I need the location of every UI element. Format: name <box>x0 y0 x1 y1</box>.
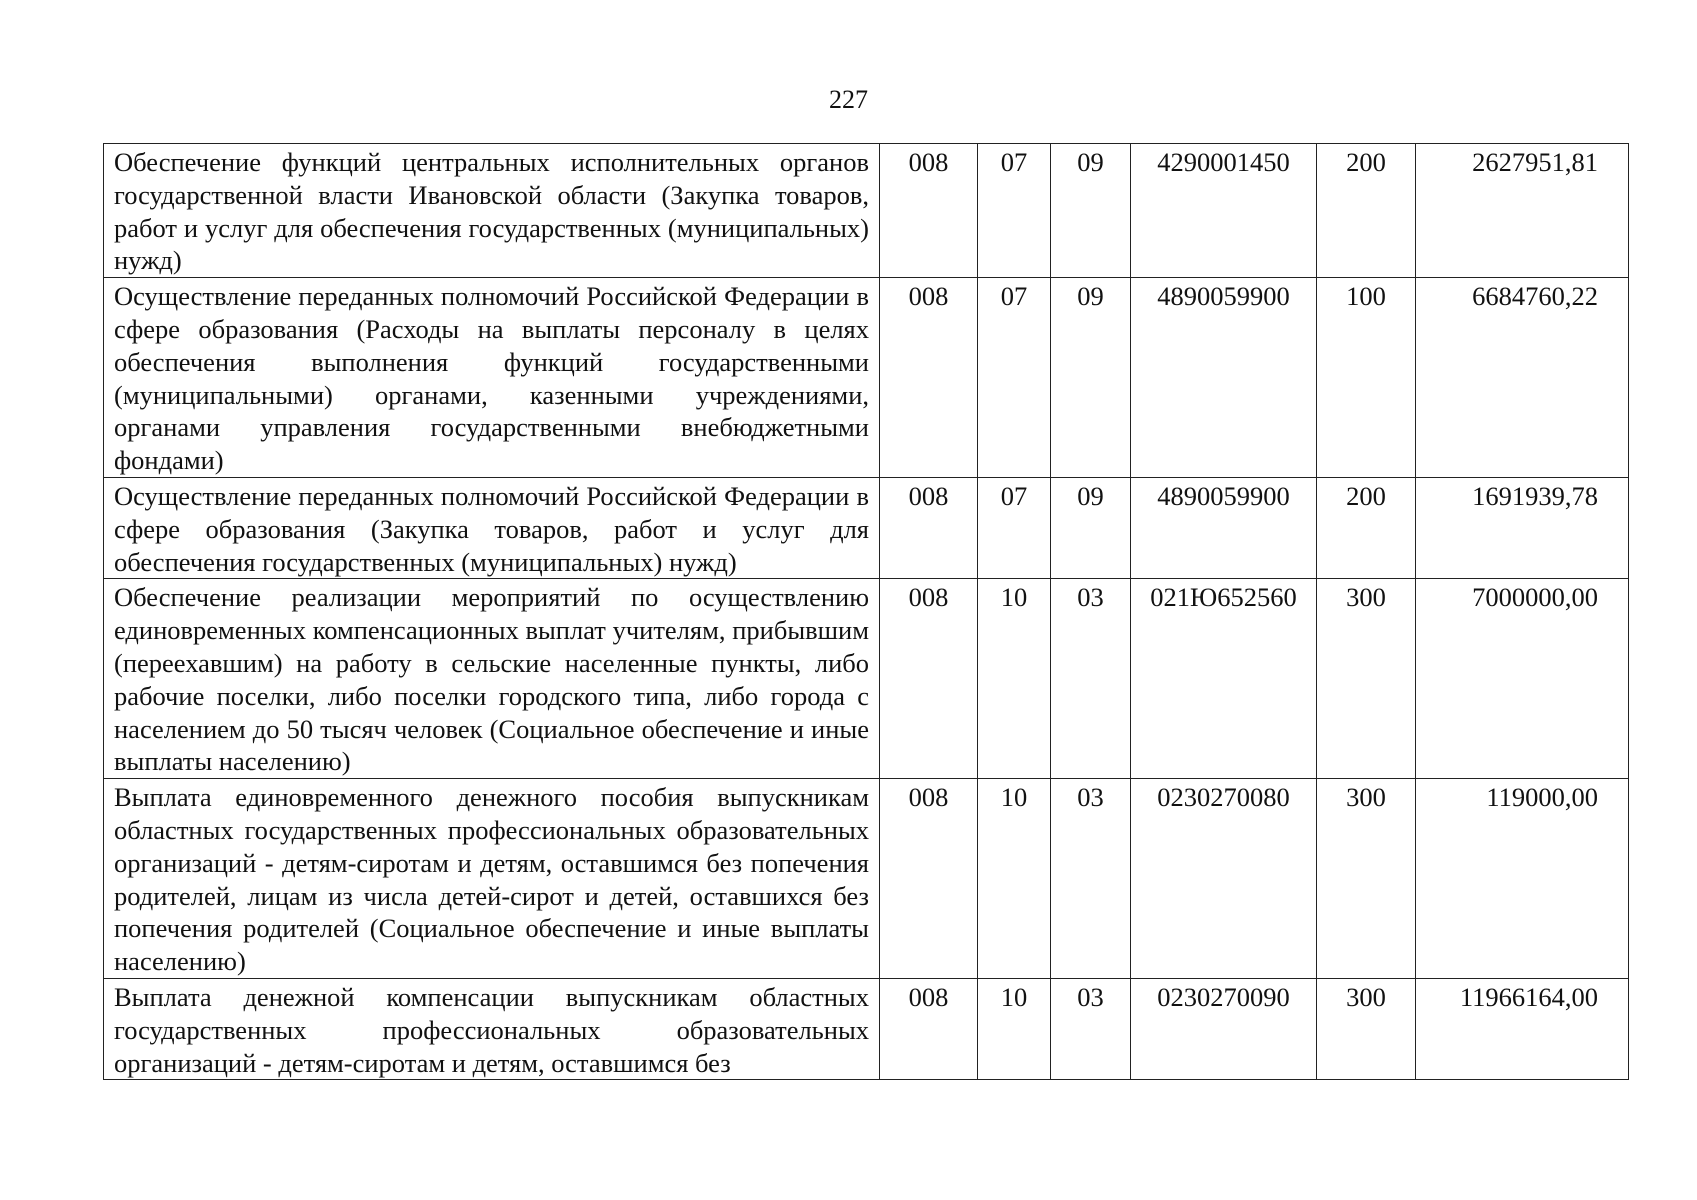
table-row <box>104 579 1629 779</box>
amount: 119000,00 <box>1416 779 1629 979</box>
ministry-code: 008 <box>880 779 978 979</box>
table-row <box>104 278 1629 478</box>
ministry-code: 008 <box>880 978 978 1079</box>
section-code: 10 <box>978 978 1051 1079</box>
subsection-code: 03 <box>1051 779 1131 979</box>
row-description: Осуществление переданных полномочий Российской Федерации в сфере образования (Расходы на выплаты персоналу в целях обеспечения выполнения функций государственными (муниципальными) органами, казенными учреждениями, органами управления государственными внебюджетными фондами) <box>104 278 880 478</box>
table-row <box>104 144 1629 278</box>
subsection-code: 09 <box>1051 477 1131 578</box>
expense-type-code: 300 <box>1317 779 1416 979</box>
amount: 2627951,81 <box>1416 144 1629 278</box>
row-description: Выплата денежной компенсации выпускникам областных государственных профессиональных образовательных организаций - детям-сиротам и детям, оставшимся без <box>104 978 880 1079</box>
expense-type-code: 100 <box>1317 278 1416 478</box>
section-code: 07 <box>978 144 1051 278</box>
amount: 6684760,22 <box>1416 278 1629 478</box>
table-row <box>104 978 1629 1079</box>
target-article-code: 0230270080 <box>1131 779 1317 979</box>
table-row <box>104 477 1629 578</box>
page-number: 227 <box>829 85 868 114</box>
subsection-code: 09 <box>1051 278 1131 478</box>
expense-type-code: 200 <box>1317 477 1416 578</box>
ministry-code: 008 <box>880 477 978 578</box>
expense-type-code: 300 <box>1317 978 1416 1079</box>
amount: 1691939,78 <box>1416 477 1629 578</box>
target-article-code: 0230270090 <box>1131 978 1317 1079</box>
table-row <box>104 779 1629 979</box>
row-description: Выплата единовременного денежного пособия выпускникам областных государственных профессиональных образовательных организаций - детям-сиротам и детям, оставшимся без попечения родителей, лицам из числа детей-сирот и детей, оставшихся без попечения родителей (Социальное обеспечение и иные выплаты населению) <box>104 779 880 979</box>
expense-type-code: 300 <box>1317 579 1416 779</box>
subsection-code: 03 <box>1051 978 1131 1079</box>
ministry-code: 008 <box>880 579 978 779</box>
ministry-code: 008 <box>880 144 978 278</box>
section-code: 07 <box>978 477 1051 578</box>
expense-type-code: 200 <box>1317 144 1416 278</box>
amount: 11966164,00 <box>1416 978 1629 1079</box>
section-code: 07 <box>978 278 1051 478</box>
target-article-code: 4890059900 <box>1131 477 1317 578</box>
target-article-code: 021Ю652560 <box>1131 579 1317 779</box>
section-code: 10 <box>978 779 1051 979</box>
section-code: 10 <box>978 579 1051 779</box>
row-description: Обеспечение реализации мероприятий по осуществлению единовременных компенсационных выплат учителям, прибывшим (переехавшим) на работу в сельские населенные пункты, либо рабочие поселки, либо поселки городского типа, либо города с населением до 50 тысяч человек (Социальное обеспечение и иные выплаты населению) <box>104 579 880 779</box>
target-article-code: 4890059900 <box>1131 278 1317 478</box>
row-description: Обеспечение функций центральных исполнительных органов государственной власти Ивановской области (Закупка товаров, работ и услуг для обеспечения государственных (муниципальных) нужд) <box>104 144 880 278</box>
budget-table <box>103 143 1629 1080</box>
ministry-code: 008 <box>880 278 978 478</box>
amount: 7000000,00 <box>1416 579 1629 779</box>
row-description: Осуществление переданных полномочий Российской Федерации в сфере образования (Закупка товаров, работ и услуг для обеспечения государственных (муниципальных) нужд) <box>104 477 880 578</box>
subsection-code: 09 <box>1051 144 1131 278</box>
subsection-code: 03 <box>1051 579 1131 779</box>
target-article-code: 4290001450 <box>1131 144 1317 278</box>
